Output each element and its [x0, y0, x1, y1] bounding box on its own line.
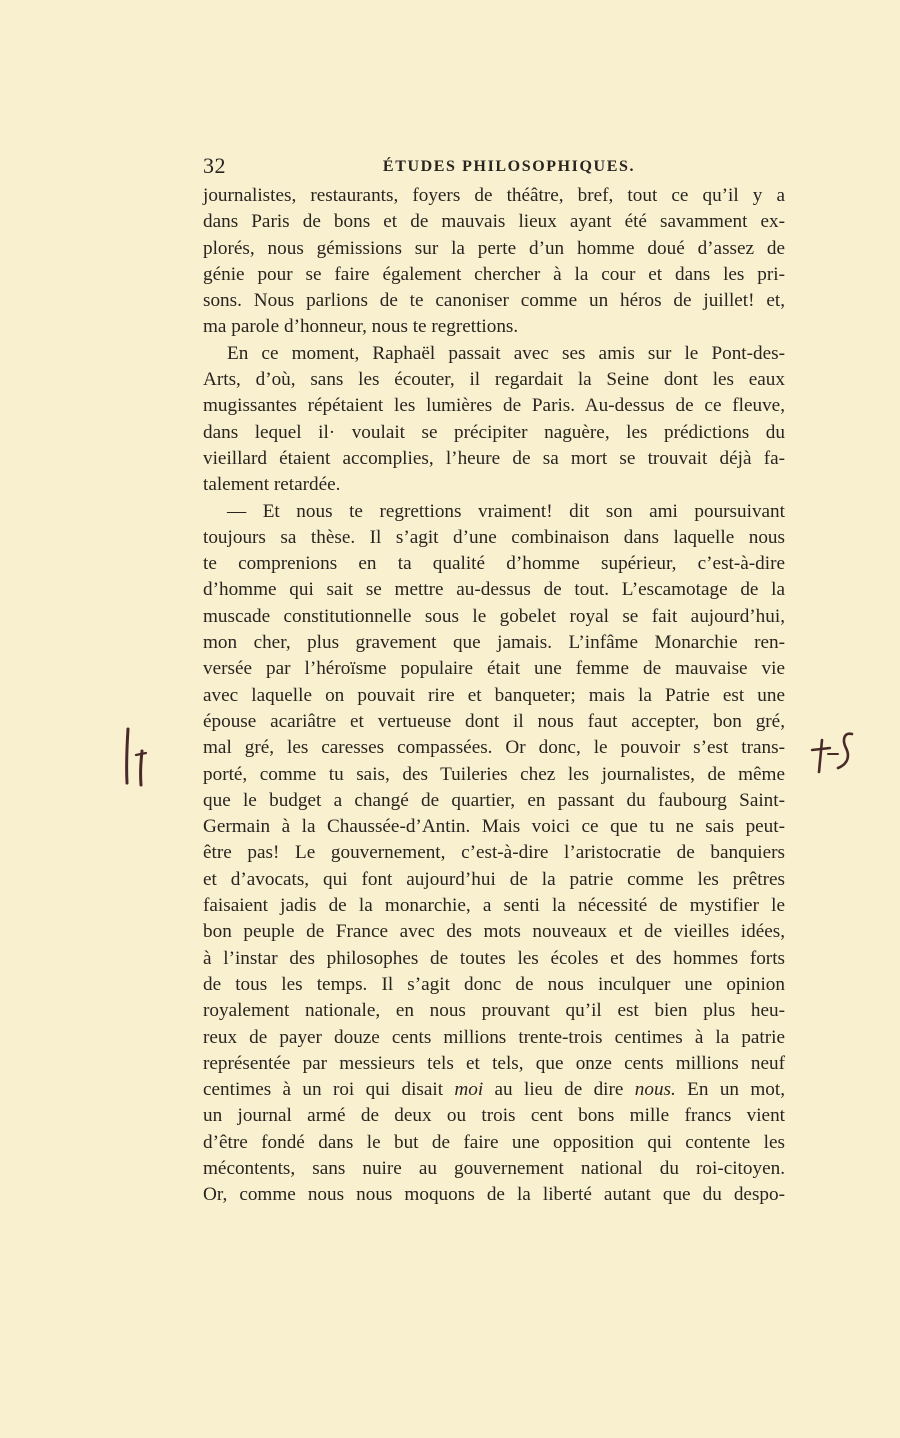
text-line: Arts, d’où, sans les écouter, il regardait la Seine dont les eaux: [203, 369, 785, 391]
text-line: ma parole d’honneur, nous te regrettions.: [203, 316, 519, 338]
paragraph-2: [203, 341, 785, 499]
text-line: d’être fondé dans le but de faire une opposition qui contente les: [203, 1131, 785, 1153]
text-line: mon cher, plus gravement que jamais. L’infâme Monarchie ren-: [203, 632, 785, 654]
text-line: épouse acariâtre et vertueuse dont il nous faut accepter, bon gré,: [203, 710, 785, 732]
text-line: reux de payer douze cents millions trente-trois centimes à la patrie: [203, 1026, 785, 1048]
text-line: dans Paris de bons et de mauvais lieux ayant été savamment ex-: [203, 211, 785, 233]
text-line: Germain à la Chaussée-d’Antin. Mais voici ce que tu ne sais peut-: [203, 816, 785, 838]
paragraph-3: [203, 499, 785, 1209]
text-line: à l’instar des philosophes de toutes les écoles et des hommes forts: [203, 947, 785, 969]
text-line: royalement nationale, en nous prouvant qu’il est bien plus heu-: [203, 1000, 785, 1022]
text-line: vieillard étaient accomplies, l’heure de sa mort se trouvait déjà fa-: [203, 447, 785, 469]
margin-mark-left: [118, 725, 158, 787]
running-title: ÉTUDES PHILOSOPHIQUES.: [382, 158, 636, 175]
paragraph-1: [203, 183, 785, 341]
text-line: mugissantes répétaient les lumières de Paris. Au-dessus de ce fleuve,: [203, 395, 785, 417]
text-line: avec laquelle on pouvait rire et banqueter; mais la Patrie est une: [203, 684, 785, 706]
text-line: mal gré, les caresses compassées. Or donc, le pouvoir s’est trans-: [203, 737, 785, 759]
text-line: mécontents, sans nuire au gouvernement national du roi-citoyen.: [203, 1157, 785, 1179]
text-line: de tous les temps. Il s’agit donc de nous inculquer une opinion: [203, 973, 785, 995]
text-line: versée par l’héroïsme populaire était une femme de mauvaise vie: [203, 658, 785, 680]
page-number: 32: [203, 153, 226, 178]
text-line: dans lequel il· voulait se précipiter naguère, les prédictions du: [203, 421, 785, 443]
text-line: Or, comme nous nous moquons de la liberté autant que du despo-: [203, 1184, 785, 1206]
text-line: représentée par messieurs tels et tels, que onze cents millions neuf: [203, 1052, 785, 1074]
italic-word: moi: [454, 1079, 484, 1101]
text-line: plorés, nous gémissions sur la perte d’un homme doué d’assez de: [203, 237, 785, 259]
text-line: que le budget a changé de quartier, en passant du faubourg Saint-: [203, 789, 785, 811]
text-line: faisaient jadis de la monarchie, a senti la nécessité de mystifier le: [203, 895, 785, 917]
margin-mark-right: [808, 728, 858, 778]
text-line: être pas! Le gouvernement, c’est-à-dire l’aristocratie de banquiers: [203, 842, 785, 864]
text-line: sons. Nous parlions de te canoniser comme un héros de juillet! et,: [203, 290, 785, 312]
body-text: [203, 183, 785, 1209]
text-line: d’homme qui sait se mettre au-dessus de tout. L’escamotage de la: [203, 579, 785, 601]
text-line: En ce moment, Raphaël passait avec ses amis sur le Pont-des-: [227, 342, 785, 364]
text-line: centimes à un roi qui disait moi au lieu de dire nous. En un mot,: [203, 1079, 786, 1101]
text-line: — Et nous te regrettions vraiment! dit son ami poursuivant: [227, 500, 785, 522]
italic-word: nous.: [634, 1079, 676, 1101]
page-header: [203, 152, 785, 180]
text-line: journalistes, restaurants, foyers de théâtre, bref, tout ce qu’il y a: [203, 185, 785, 206]
text-line: génie pour se faire également chercher à la cour et dans les pri-: [203, 263, 785, 285]
text-line: un journal armé de deux ou trois cent bons mille francs vient: [203, 1105, 785, 1127]
text-line: bon peuple de France avec des mots nouveaux et de vieilles idées,: [203, 921, 785, 943]
text-line: talement retardée.: [203, 474, 341, 496]
text-line: te comprenions en ta qualité d’homme supérieur, c’est-à-dire: [203, 553, 785, 575]
text-line: muscade constitutionnelle sous le gobelet royal se fait aujourd’hui,: [203, 605, 785, 627]
text-line: toujours sa thèse. Il s’agit d’une combinaison dans laquelle nous: [203, 526, 785, 548]
text-line: porté, comme tu sais, des Tuileries chez les journalistes, de même: [203, 763, 785, 785]
text-line: et d’avocats, qui font aujourd’hui de la patrie comme les prêtres: [203, 868, 785, 890]
